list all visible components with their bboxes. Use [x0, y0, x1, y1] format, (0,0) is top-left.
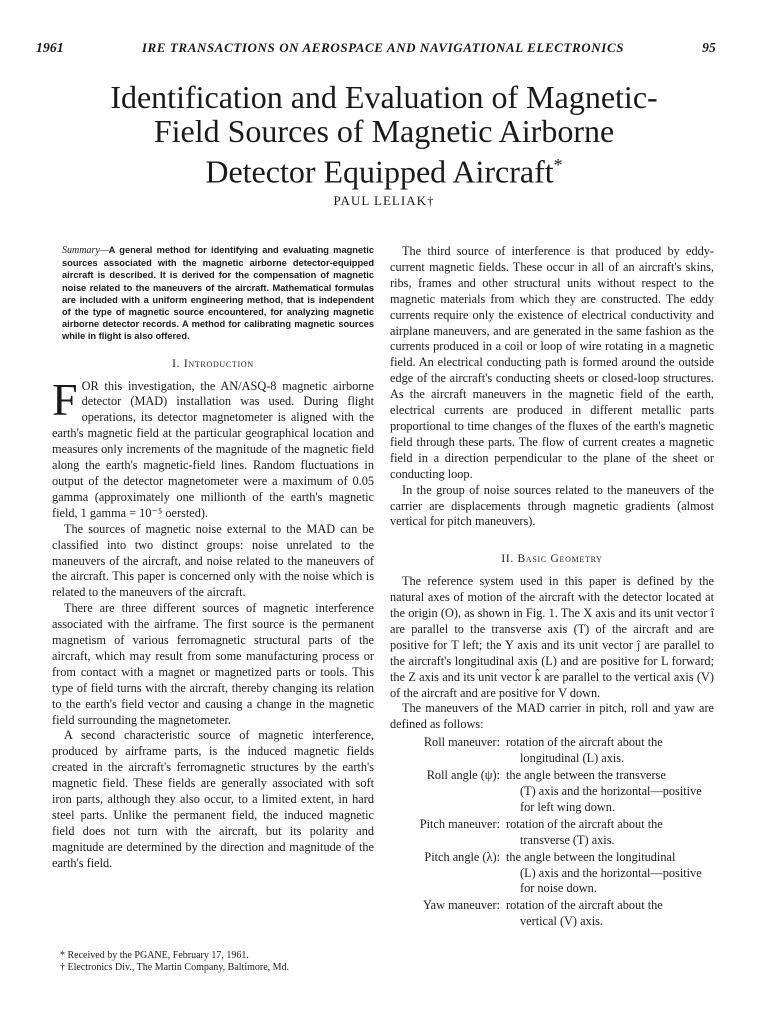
definition-line-1: rotation of the aircraft about the	[506, 898, 663, 913]
definition-term: Yaw maneuver:	[423, 898, 500, 913]
definition-row	[390, 768, 714, 816]
paper-title	[40, 80, 728, 189]
definition-row	[390, 817, 714, 849]
definition-line-2: transverse (T) axis.	[520, 832, 615, 847]
intro-paragraph-1	[52, 373, 374, 522]
footnote-received: * Received by the PGANE, February 17, 1961.	[60, 950, 249, 961]
definition-row	[390, 898, 714, 930]
left-column	[52, 244, 374, 872]
definition-term: Roll maneuver:	[423, 735, 500, 750]
definition-text	[506, 817, 714, 849]
drop-cap: F	[52, 373, 78, 425]
definition-text	[506, 850, 714, 898]
intro-paragraph-4: A second characteristic source of magnetic interference, produced by airframe parts, is the induced magnetic fields created in the aircraft's ferromagnetic structures by the earth's magnetic field. These fields are generally associated with soft iron parts, although they also occur, to a limited extent, in hard steel parts. Unlike the permanent field, the induced magnetic field does not turn with the aircraft, but its polarity and magnitude are determined by the direction and magnitude of the earth's field.	[52, 728, 374, 870]
definition-term: Pitch maneuver:	[419, 816, 500, 831]
intro-paragraph-1-text: OR this investigation, the AN/ASQ-8 magnetic airborne detector (MAD) installation was used. During flight operations, its detector magnetometer is aligned with the earth's magnetic field at the particular geographical location and measures only increments of the magnitude of the magnetic field along the earth's magnetic-field lines. Random fluctuations in output of the detector magnetometer were a maximum of 0.05 gamma (approximately one millionth of the earth's magnetic field, 1 gamma = 10⁻⁵ oersted).	[52, 378, 374, 520]
definition-text	[506, 768, 714, 816]
definition-line-2: (L) axis and the horizontal—positive for noise down.	[520, 865, 702, 896]
year: 1961	[36, 40, 64, 55]
summary	[62, 244, 374, 343]
definition-line-1: the angle between the transverse	[506, 768, 666, 783]
summary-text: A general method for identifying and evaluating magnetic sources associated with the magnetic airborne detector-equipped aircraft is described. It is derived for the compensation of magnetic noise related to the maneuvers of the aircraft. Mathematical formulas are included with a uniform engineering method, that is independent of the type of magnetic source encountered, for analyzing magnetic airborne detector records. A method for calibrating magnetic sources while in flight is also offered.	[62, 245, 374, 342]
definition-line-1: rotation of the aircraft about the	[506, 816, 663, 831]
intro-paragraph-2: The sources of magnetic noise external to the MAD can be classified into two distinct groups: noise unrelated to the maneuvers of the aircraft, and noise related to the maneuvers of the aircraft. This paper is concerned only with the noise which is related to the maneuvers of the aircraft.	[52, 521, 374, 600]
summary-label: Summary—	[62, 245, 109, 256]
section-heading-introduction: I. Introduction	[172, 357, 254, 370]
maneuver-definitions	[390, 735, 714, 930]
footnotes	[60, 950, 370, 974]
definition-row	[390, 850, 714, 898]
section-heading-basic-geometry: II. Basic Geometry	[501, 553, 603, 566]
definition-line-1: the angle between the longitudinal	[506, 849, 676, 864]
definition-row	[390, 735, 714, 767]
right-column	[390, 244, 714, 931]
intro-paragraph-6: In the group of noise sources related to the maneuvers of the carrier are displacements through magnetic gradients (almost vertical for pitch maneuvers).	[390, 482, 714, 529]
title-line-2: Field Sources of Magnetic Airborne	[153, 113, 615, 149]
definition-line-2: (T) axis and the horizontal—positive for left wing down.	[520, 784, 702, 814]
running-head	[36, 40, 716, 60]
page-number: 95	[702, 40, 716, 55]
definition-text	[506, 735, 714, 767]
title-footnote-mark: *	[553, 155, 563, 175]
footnote-affiliation: † Electronics Div., The Martin Company, Baltimore, Md.	[60, 962, 290, 973]
intro-paragraph-5: The third source of interference is that produced by eddy-current magnetic fields. These occur in all of an aircraft's skins, ribs, frames and other structural units without respect to the magnetic materials from which they are constructed. The eddy currents require only the existence of electrical conductivity and airplane maneuvers, and are generated in the same fashion as the currents produced in a coil or loop of wire rotating in a magnetic field. An electrical conducting path is formed around the outside edge of the aircraft's conducting sheets or closed-loop structures. As the aircraft maneuvers in the magnetic field of the earth, electrical currents are produced in different metallic parts proportional to time changes of the fluxes of the earth's magnetic field through these parts. The flow of current creates a magnetic field in a direction perpendicular to the plane of the sheet or conducting loop.	[390, 244, 714, 481]
definition-text	[506, 898, 714, 930]
definition-term: Pitch angle (λ):	[424, 849, 500, 864]
journal-name: IRE TRANSACTIONS ON AEROSPACE AND NAVIGATIONAL ELECTRONICS	[141, 40, 625, 55]
definition-term: Roll angle (ψ):	[426, 768, 500, 783]
definition-line-2: longitudinal (L) axis.	[520, 751, 625, 766]
title-line-3: Detector Equipped Aircraft	[205, 153, 554, 190]
geometry-paragraph-1: The reference system used in this paper is defined by the natural axes of motion of the aircraft with the detector located at the origin (O), as shown in Fig. 1. The X axis and its unit vector î are parallel to the transverse axis (T) of the aircraft and are positive for T left; the Y axis and its unit vector ĵ are parallel to the aircraft's longitudinal axis (L) and are positive for L forward; the Z axis and its unit vector k̂ are parallel to the vertical axis (V) of the aircraft and are positive for V down.	[390, 574, 714, 700]
geometry-paragraph-2: The maneuvers of the MAD carrier in pitch, roll and yaw are defined as follows:	[390, 701, 714, 732]
title-line-1: Identification and Evaluation of Magnetic-	[110, 79, 658, 115]
definition-line-2: vertical (V) axis.	[520, 914, 603, 929]
author: PAUL LELIAK†	[333, 193, 435, 208]
intro-paragraph-3: There are three different sources of magnetic interference associated with the airframe. The first source is the permanent magnetism of various ferromagnetic structural parts of the aircraft, which may result from some manufacturing process or from contact with a magnet or magnetized parts or tools. This type of field turns with the aircraft, thereby changing its relation to the earth's field vector and causing a change in the magnetic field surrounding the magnetometer.	[52, 601, 374, 727]
definition-line-1: rotation of the aircraft about the	[506, 735, 663, 750]
